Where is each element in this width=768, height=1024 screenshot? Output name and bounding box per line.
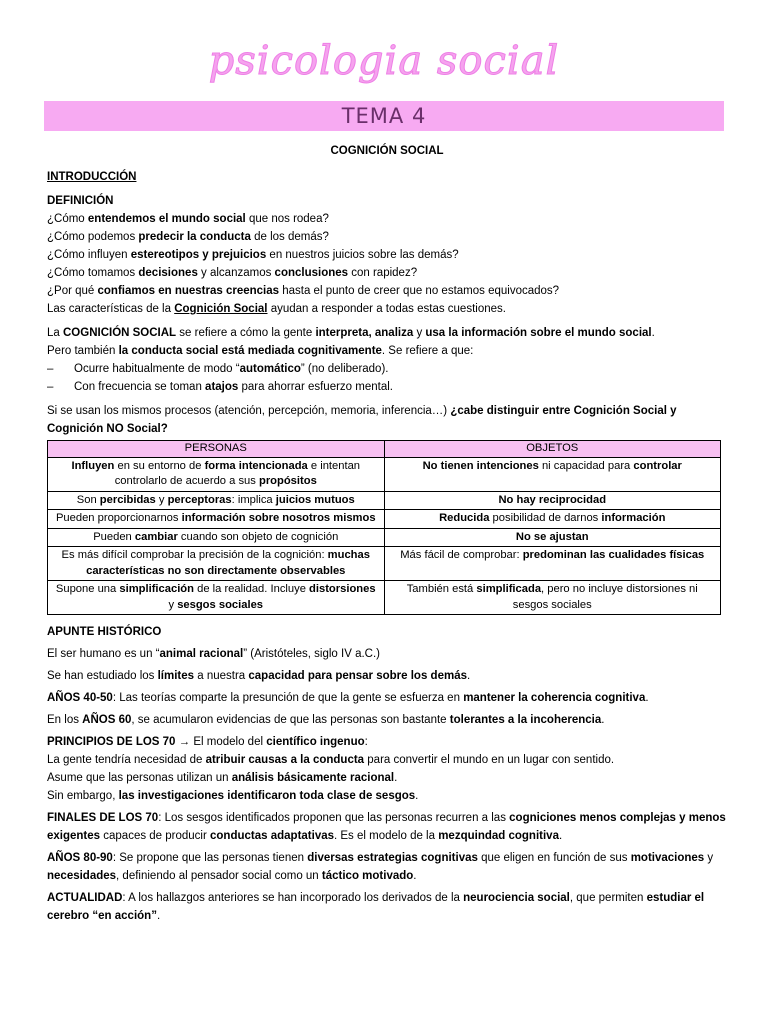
text-run: , se acumularon evidencias de que las personas son bastante — [131, 714, 450, 726]
text-run: juicios mutuos — [275, 493, 355, 506]
text-run: ” (Aristóteles, siglo IV a.C.) — [243, 648, 381, 660]
text-run: controlar — [633, 459, 682, 472]
text-run: El modelo del — [190, 736, 267, 748]
history-paragraph — [47, 689, 727, 707]
topic-band: TEMA 4 — [44, 101, 724, 131]
text-run: atribuir causas a la conducta — [205, 754, 365, 766]
text-run: capacidad para pensar sobre los demás — [248, 670, 467, 682]
questions-list — [47, 210, 727, 318]
text-run: La gente tendría necesidad de — [47, 754, 206, 766]
text-run: PRINCIPIOS DE LOS 70 — [47, 736, 176, 748]
text-run: → — [178, 736, 191, 748]
text-run: Cognición NO Social? — [47, 423, 168, 435]
text-run: y — [413, 327, 426, 339]
text-run: : Las teorías comparte la presunción de que la gente se esfuerza en — [112, 692, 464, 704]
text-run: muchas características no son directamente observables — [86, 549, 370, 577]
table-cell — [384, 581, 721, 615]
text-run: y — [155, 493, 168, 506]
text-run: que eligen en función de sus — [477, 852, 631, 864]
table-row — [48, 510, 721, 529]
text-run: , que permiten — [569, 892, 647, 904]
text-run: Más fácil de comprobar: — [400, 549, 523, 561]
text-run: neurociencia social — [463, 892, 570, 904]
text-run: límites — [157, 670, 195, 682]
text-run: confiamos en nuestras creencias — [97, 285, 280, 297]
text-run: posibilidad de darnos — [489, 512, 602, 524]
text-run: las investigaciones identificaron toda clase de sesgos — [118, 790, 416, 802]
text-run: AÑOS 80-90 — [47, 852, 113, 864]
text-run: No se ajustan — [515, 530, 589, 543]
text-run: táctico motivado — [321, 870, 414, 882]
history-line — [47, 827, 727, 845]
comparison-table — [47, 440, 721, 615]
text-run: ¿Cómo — [47, 213, 88, 225]
table-cell — [384, 547, 721, 581]
text-run: : Se propone que las personas tienen — [112, 852, 308, 864]
text-run: y alcanzamos — [197, 267, 275, 279]
text-run: cogniciones menos complejas y menos — [509, 812, 726, 824]
table-row — [48, 581, 721, 615]
text-run: estereotipos y prejuicios — [130, 249, 267, 261]
text-run: . — [651, 327, 655, 339]
history-paragraph — [47, 667, 727, 685]
text-run: en nuestros juicios sobre las demás? — [266, 249, 459, 261]
text-run: cerebro — [47, 910, 93, 922]
text-run: Asume que las personas utilizan un — [47, 772, 232, 784]
table-cell — [48, 528, 385, 547]
text-run: simplificada — [476, 583, 542, 595]
text-run: ¿Cómo podemos — [47, 231, 139, 243]
text-run: . — [156, 910, 161, 922]
definition-heading: DEFINICIÓN — [47, 195, 114, 207]
table-cell — [48, 491, 385, 510]
text-run: exigentes — [47, 830, 101, 842]
dash-marker: – — [47, 363, 54, 375]
question-line — [47, 300, 727, 318]
text-run: . — [558, 830, 563, 842]
table-header-objetos: OBJETOS — [384, 441, 721, 458]
text-run: La — [47, 327, 63, 339]
question-line — [47, 282, 727, 300]
question-paragraph-line — [47, 402, 727, 420]
table-row — [48, 491, 721, 510]
history-line — [47, 809, 727, 827]
bullet-text — [74, 363, 388, 375]
text-run: FINALES DE LOS 70 — [47, 812, 159, 824]
text-run: mezquindad cognitiva — [438, 830, 559, 842]
text-run: Con frecuencia se toman — [74, 381, 206, 393]
text-run: Son — [76, 493, 100, 506]
section-title: COGNICIÓN SOCIAL — [330, 145, 444, 157]
text-run: , pero no incluye distorsiones ni sesgos sociales — [512, 583, 698, 611]
text-run: de los demás? — [250, 231, 329, 243]
text-run: perceptoras — [167, 493, 232, 506]
text-run: . — [601, 714, 605, 726]
text-run: : — [364, 736, 368, 748]
text-run: También está — [406, 583, 477, 595]
text-run: científico ingenuo — [266, 736, 365, 748]
text-run: “en acción” — [92, 910, 157, 922]
table-cell — [48, 457, 385, 491]
table-row — [48, 457, 721, 491]
text-run: e intentan controlarlo de acuerdo a sus — [114, 459, 361, 487]
text-run: motivaciones — [630, 852, 705, 864]
text-run: . Se refiere a que: — [381, 345, 474, 357]
text-run: . Es el modelo de la — [334, 830, 439, 842]
text-run: con rapidez? — [348, 267, 418, 279]
table-row — [48, 528, 721, 547]
text-run: para convertir el mundo en un lugar con sentido. — [364, 754, 615, 766]
table-cell — [384, 528, 721, 547]
history-line — [47, 889, 727, 907]
text-run: El ser humano es un “ — [47, 648, 160, 660]
definition-line — [47, 342, 727, 360]
text-run: Influyen — [71, 459, 115, 472]
text-run: Es más difícil comprobar la precisión de la cognición: — [61, 549, 328, 561]
text-run: forma intencionada — [204, 459, 308, 472]
table-cell — [384, 510, 721, 529]
history-line — [47, 907, 727, 925]
text-run: ¿Cómo tomamos — [47, 267, 139, 279]
document-title: psicologia social — [208, 38, 560, 84]
text-run: No tienen intenciones — [422, 459, 539, 472]
text-run: sesgos sociales — [177, 598, 264, 611]
text-run: mantener la coherencia cognitiva — [463, 692, 646, 704]
text-run: propósitos — [258, 475, 317, 487]
text-run: , definiendo al pensador social como un — [116, 870, 322, 882]
text-run: se refiere a cómo la gente — [176, 327, 316, 339]
text-run: para ahorrar esfuerzo mental. — [238, 381, 393, 393]
text-run: capaces de producir — [100, 830, 211, 842]
history-line — [47, 787, 727, 805]
table-cell — [48, 581, 385, 615]
text-run: percibidas — [99, 493, 156, 506]
text-run: ayudan a responder a todas estas cuestiones. — [267, 303, 506, 315]
history-paragraph — [47, 711, 727, 729]
text-run: atajos — [205, 381, 239, 393]
text-run: cuando son objeto de cognición — [177, 530, 339, 543]
text-run: ” (no deliberado). — [300, 363, 389, 375]
text-run: Se han estudiado los — [47, 670, 158, 682]
text-run: entendemos el mundo social — [87, 213, 246, 225]
text-run: : implica — [231, 493, 276, 506]
text-run: Sin embargo, — [47, 790, 119, 802]
text-run: En los — [47, 714, 83, 726]
history-line — [47, 733, 727, 751]
text-run: necesidades — [47, 870, 117, 882]
text-run: : A los hallazgos anteriores se han incorporado los derivados de la — [122, 892, 464, 904]
text-run: Si se usan los mismos procesos (atención, percepción, memoria, inferencia…) — [47, 405, 451, 417]
text-run: a nuestra — [194, 670, 249, 682]
question-line — [47, 228, 727, 246]
table-cell — [384, 457, 721, 491]
text-run: Las características de la — [47, 303, 175, 315]
text-run: cambiar — [134, 530, 178, 543]
table-cell — [48, 510, 385, 529]
text-run: que nos rodea? — [245, 213, 329, 225]
text-run: . — [394, 772, 398, 784]
text-run: la conducta social está mediada cognitivamente — [118, 345, 382, 357]
history-paragraph — [47, 645, 727, 663]
text-run: predecir la conducta — [138, 231, 251, 243]
text-run: conductas adaptativas — [210, 830, 334, 842]
question-paragraph-line — [47, 420, 727, 438]
text-run: distorsiones — [309, 583, 376, 595]
text-run: información — [601, 512, 666, 524]
dash-marker: – — [47, 381, 54, 393]
history-heading: APUNTE HISTÓRICO — [47, 626, 162, 638]
text-run: ¿Por qué — [47, 285, 98, 297]
text-run: Cognición Social — [174, 303, 268, 315]
definition-line — [47, 324, 727, 342]
table-cell — [48, 547, 385, 581]
text-run: ACTUALIDAD — [47, 892, 123, 904]
text-run: en su entorno de — [114, 459, 205, 472]
text-run: AÑOS 40-50 — [47, 692, 113, 704]
text-run: y — [168, 598, 178, 611]
text-run: Pero también — [47, 345, 119, 357]
text-run: . — [645, 692, 649, 704]
text-run: tolerantes a la incoherencia — [449, 714, 602, 726]
text-run: hasta el punto de creer que no estamos equivocados? — [279, 285, 560, 297]
text-run: Pueden proporcionarnos — [55, 512, 182, 524]
text-run: animal racional — [159, 648, 244, 660]
text-run: . — [415, 790, 419, 802]
text-run: : Los sesgos identificados proponen que las personas recurren a las — [158, 812, 510, 824]
question-line — [47, 246, 727, 264]
document-body — [47, 140, 727, 925]
text-run: AÑOS 60 — [82, 714, 132, 726]
text-run: automático — [239, 363, 301, 375]
text-run: simplificación — [119, 583, 194, 595]
table-cell — [384, 491, 721, 510]
text-run: Pueden — [93, 530, 135, 543]
text-run: información sobre nosotros mismos — [181, 512, 376, 524]
text-run: de la realidad. Incluye — [193, 583, 310, 595]
table-row — [48, 547, 721, 581]
text-run: análisis básicamente racional — [231, 772, 395, 784]
text-run: decisiones — [138, 267, 198, 279]
bullet-item — [47, 378, 727, 396]
text-run: predominan las cualidades físicas — [522, 549, 705, 561]
bullet-text — [74, 381, 393, 393]
text-run: COGNICIÓN SOCIAL — [63, 327, 177, 339]
text-run: Supone una — [55, 583, 120, 595]
history-line — [47, 751, 727, 769]
text-run: . — [413, 870, 417, 882]
text-run: Reducida — [439, 512, 490, 524]
question-line — [47, 264, 727, 282]
bullet-item — [47, 360, 727, 378]
text-run: ni capacidad para — [538, 459, 634, 472]
history-line — [47, 769, 727, 787]
history-line — [47, 849, 727, 867]
table-header-personas: PERSONAS — [48, 441, 385, 458]
text-run: diversas estrategias cognitivas — [307, 852, 478, 864]
text-run: ¿Cómo influyen — [47, 249, 131, 261]
text-run: ¿cabe distinguir entre Cognición Social y — [450, 405, 677, 417]
question-line — [47, 210, 727, 228]
text-run: . — [467, 670, 471, 682]
text-run: usa la información sobre el mundo social — [425, 327, 652, 339]
text-run: conclusiones — [274, 267, 349, 279]
text-run: interpreta, analiza — [315, 327, 414, 339]
text-run: estudiar el — [646, 892, 705, 904]
text-run: No hay reciprocidad — [498, 493, 607, 506]
text-run: Ocurre habitualmente de modo “ — [74, 363, 240, 375]
history-line — [47, 867, 727, 885]
intro-heading: INTRODUCCIÓN — [47, 171, 137, 183]
text-run: y — [704, 852, 714, 864]
